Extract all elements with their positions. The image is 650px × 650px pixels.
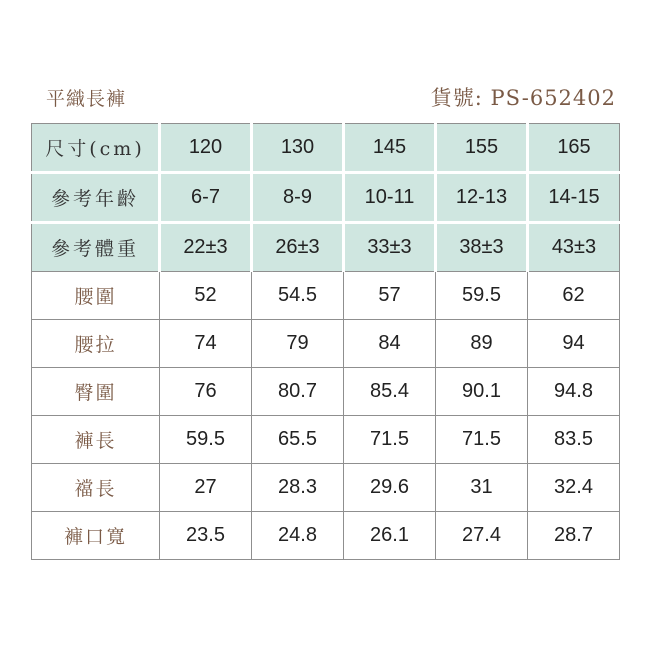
table-cell: 29.6: [344, 464, 436, 512]
table-cell: 165: [528, 124, 620, 173]
table-cell: 26.1: [344, 512, 436, 560]
table-cell: 26±3: [252, 223, 344, 272]
table-cell: 38±3: [436, 223, 528, 272]
table-cell: 54.5: [252, 272, 344, 320]
table-cell: 84: [344, 320, 436, 368]
table-cell: 76: [160, 368, 252, 416]
table-cell: 33±3: [344, 223, 436, 272]
row-label: 臀圍: [32, 368, 160, 416]
table-row-pants-length: [32, 416, 620, 464]
row-label: 褲口寬: [32, 512, 160, 560]
table-cell: 6-7: [160, 173, 252, 223]
item-number: 貨號: PS-652402: [430, 86, 616, 110]
table-cell: 52: [160, 272, 252, 320]
table-cell: 71.5: [344, 416, 436, 464]
table-cell: 65.5: [252, 416, 344, 464]
table-cell: 120: [160, 124, 252, 173]
table-cell: 28.3: [252, 464, 344, 512]
table-cell: 94.8: [528, 368, 620, 416]
table-cell: 145: [344, 124, 436, 173]
table-row-weight: [32, 223, 620, 272]
table-cell: 83.5: [528, 416, 620, 464]
table-cell: 89: [436, 320, 528, 368]
table-row-hip: [32, 368, 620, 416]
table-row-rise: [32, 464, 620, 512]
table-cell: 8-9: [252, 173, 344, 223]
row-label: 參考年齡: [32, 173, 160, 223]
row-label: 腰圍: [32, 272, 160, 320]
table-row-age: [32, 173, 620, 223]
row-label: 襠長: [32, 464, 160, 512]
size-table: [31, 123, 620, 560]
table-row-leg-opening: [32, 512, 620, 560]
table-cell: 32.4: [528, 464, 620, 512]
table-cell: 57: [344, 272, 436, 320]
table-row-waist: [32, 272, 620, 320]
table-cell: 79: [252, 320, 344, 368]
row-label: 尺寸(cm): [32, 124, 160, 173]
table-cell: 12-13: [436, 173, 528, 223]
table-cell: 71.5: [436, 416, 528, 464]
row-label: 腰拉: [32, 320, 160, 368]
table-cell: 27: [160, 464, 252, 512]
row-label: 褲長: [32, 416, 160, 464]
table-cell: 14-15: [528, 173, 620, 223]
table-cell: 27.4: [436, 512, 528, 560]
table-row-size: [32, 124, 620, 173]
table-cell: 90.1: [436, 368, 528, 416]
table-cell: 74: [160, 320, 252, 368]
table-cell: 28.7: [528, 512, 620, 560]
table-cell: 23.5: [160, 512, 252, 560]
table-cell: 31: [436, 464, 528, 512]
table-row-waist-stretch: [32, 320, 620, 368]
row-label: 參考體重: [32, 223, 160, 272]
table-cell: 43±3: [528, 223, 620, 272]
table-cell: 62: [528, 272, 620, 320]
table-cell: 130: [252, 124, 344, 173]
table-cell: 59.5: [436, 272, 528, 320]
product-title: 平織長褲: [46, 88, 127, 110]
table-cell: 10-11: [344, 173, 436, 223]
table-cell: 24.8: [252, 512, 344, 560]
table-cell: 85.4: [344, 368, 436, 416]
table-cell: 22±3: [160, 223, 252, 272]
table-cell: 80.7: [252, 368, 344, 416]
table-cell: 155: [436, 124, 528, 173]
table-cell: 94: [528, 320, 620, 368]
table-cell: 59.5: [160, 416, 252, 464]
